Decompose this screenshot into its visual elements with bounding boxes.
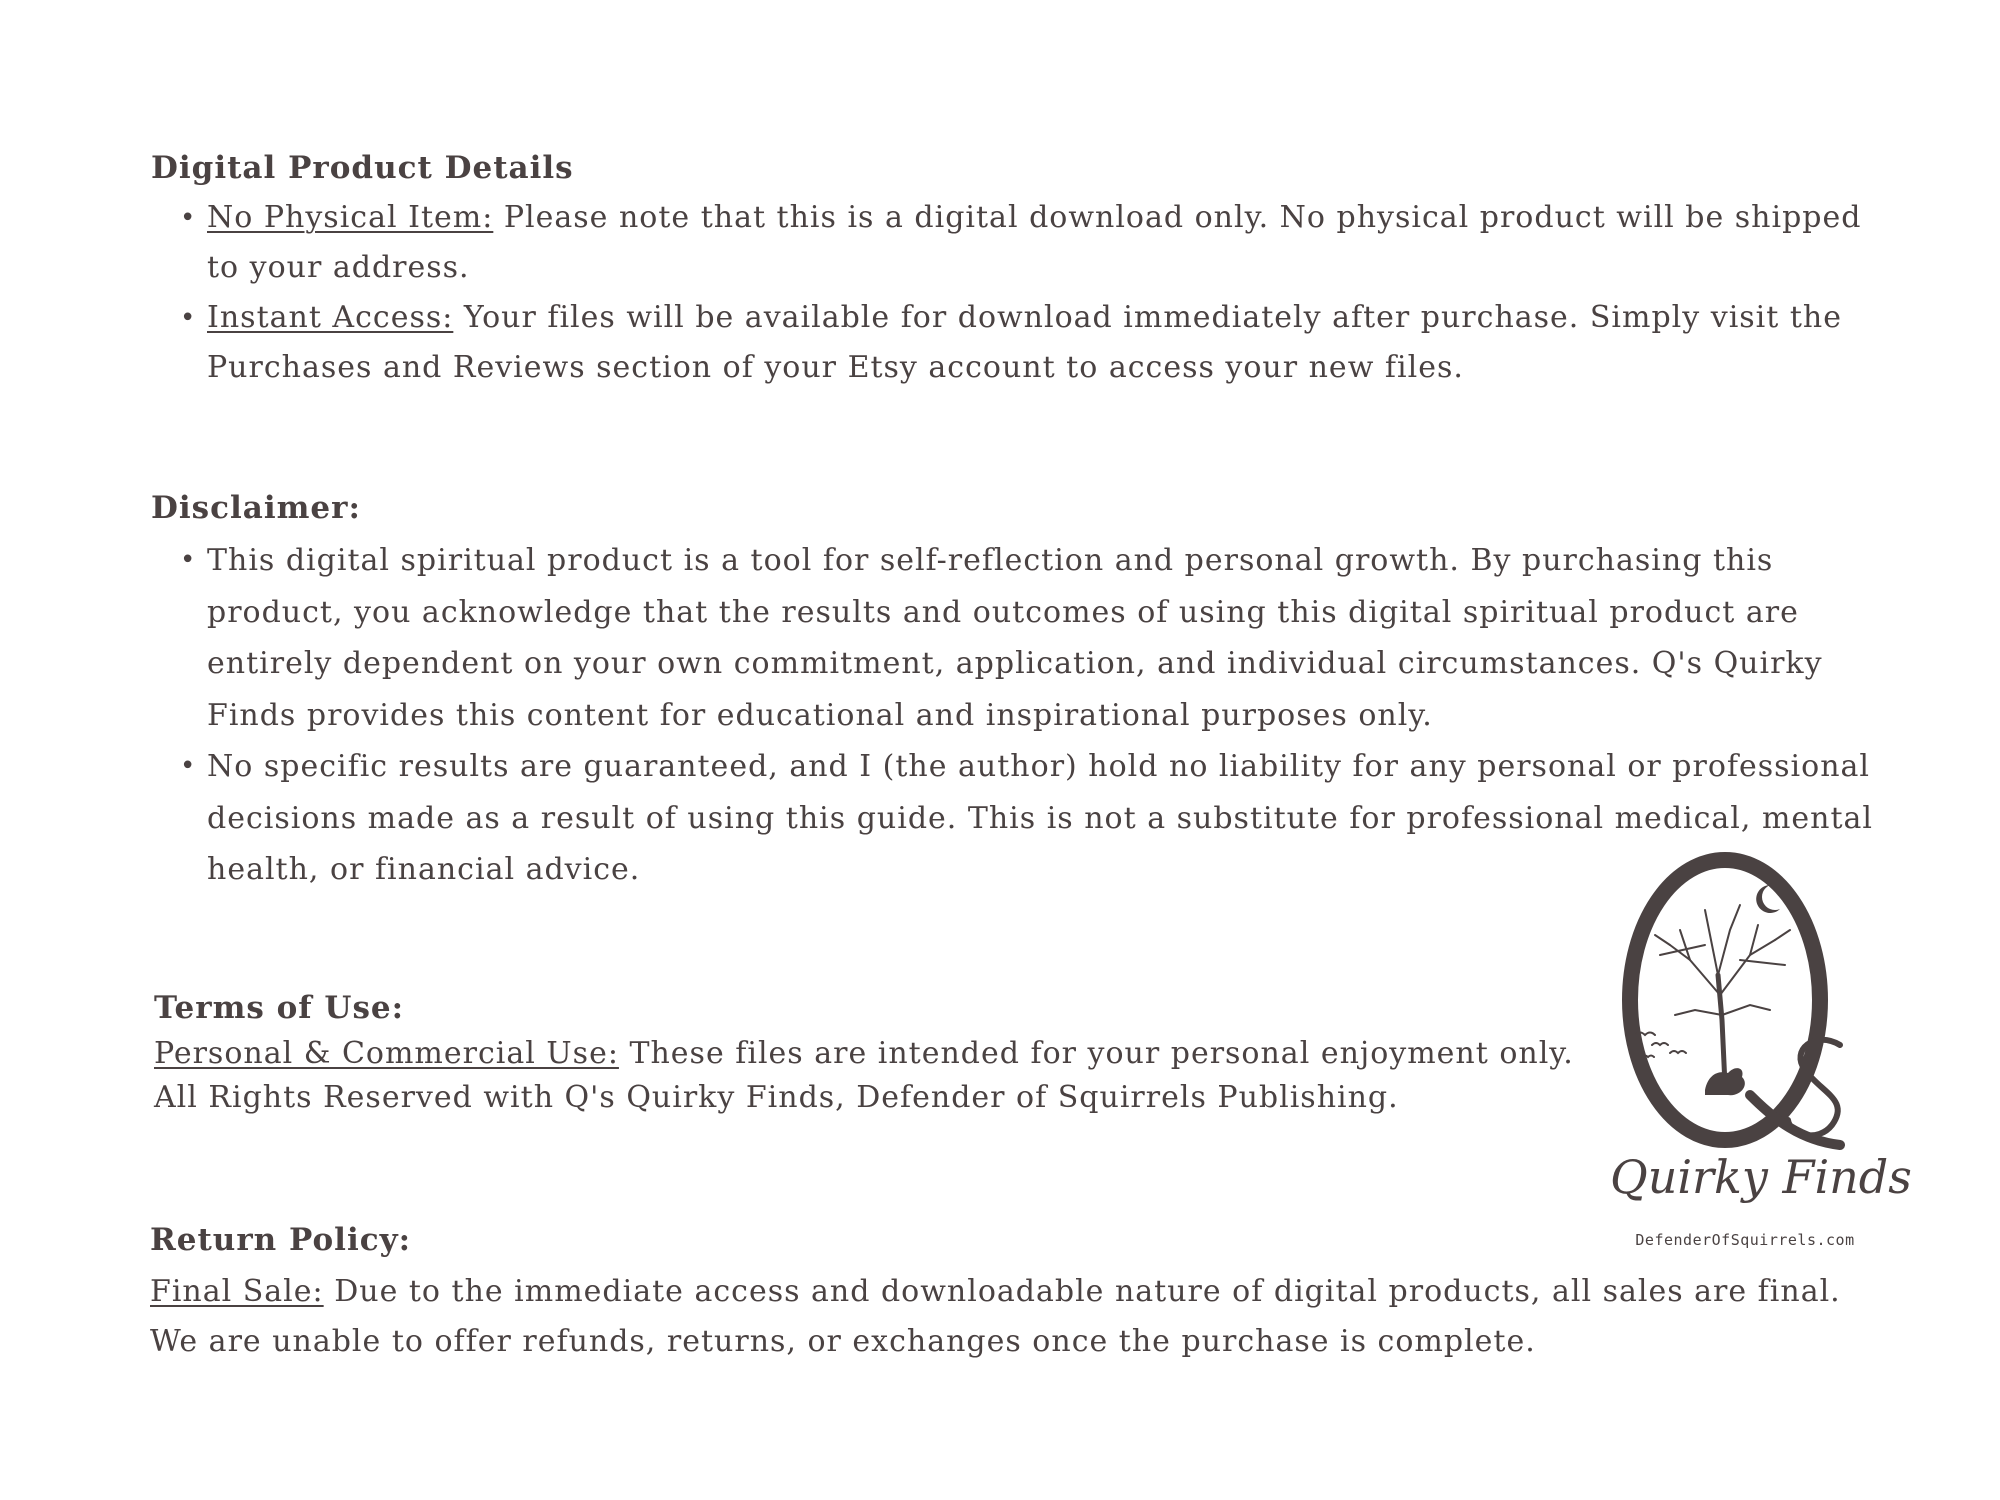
final-sale-text: Due to the immediate access and downloadable nature of digital products, all sales are final. We are unable to offer refunds, returns, or exchanges once the purchase is complete. [150,1274,1841,1359]
logo-q-ring [1630,860,1820,1140]
list-item [180,193,1887,293]
bullet-icon: • [180,203,197,233]
disclaimer-text-1: This digital spiritual product is a tool for self-reflection and personal growth. By purchasing this product, you acknowledge that the results and outcomes of using this digital spiritual product are entirely dependent on your own commitment, application, and individual circumstances. Q's Quirky Finds provides this content for educational and inspirational purposes only. [207,543,1823,733]
final-sale-label: Final Sale: [150,1274,324,1309]
instant-access-label: Instant Access: [207,300,454,335]
digital-product-list [180,193,1887,393]
logo-script-text: Quirky Finds [1610,1150,1912,1204]
bullet-icon: • [180,545,197,575]
terms-usage-paragraph [154,1032,1604,1076]
logo-url-text: DefenderOfSquirrels.com [1635,1231,1855,1249]
digital-product-heading: Digital Product Details [151,150,574,186]
disclaimer-heading: Disclaimer: [151,490,361,526]
list-item [180,293,1887,393]
disclaimer-text-2: No specific results are guaranteed, and I (the author) hold no liability for any personal or professional decisions made as a result of using this guide. This is not a substitute for professional medical, mental health, or financial advice. [207,749,1874,887]
terms-heading: Terms of Use: [154,990,405,1026]
bullet-icon: • [180,303,197,333]
no-physical-item-label: No Physical Item: [207,200,494,235]
return-policy-heading: Return Policy: [150,1222,412,1258]
terms-usage-text: These files are intended for your personal enjoyment only. [618,1036,1574,1071]
list-item [180,535,1887,741]
instant-access-text: Your files will be available for download immediately after purchase. Simply visit the Purchases and Reviews section of your Etsy account to access your new files. [207,300,1843,385]
no-physical-item-text: Please note that this is a digital download only. No physical product will be shipped to your address. [207,200,1862,285]
terms-rights-text: All Rights Reserved with Q's Quirky Finds, Defender of Squirrels Publishing. [154,1080,1399,1115]
return-policy-paragraph [150,1267,1850,1367]
bullet-icon: • [180,751,197,781]
disclaimer-list [180,535,1887,896]
terms-usage-label: Personal & Commercial Use: [154,1036,619,1071]
